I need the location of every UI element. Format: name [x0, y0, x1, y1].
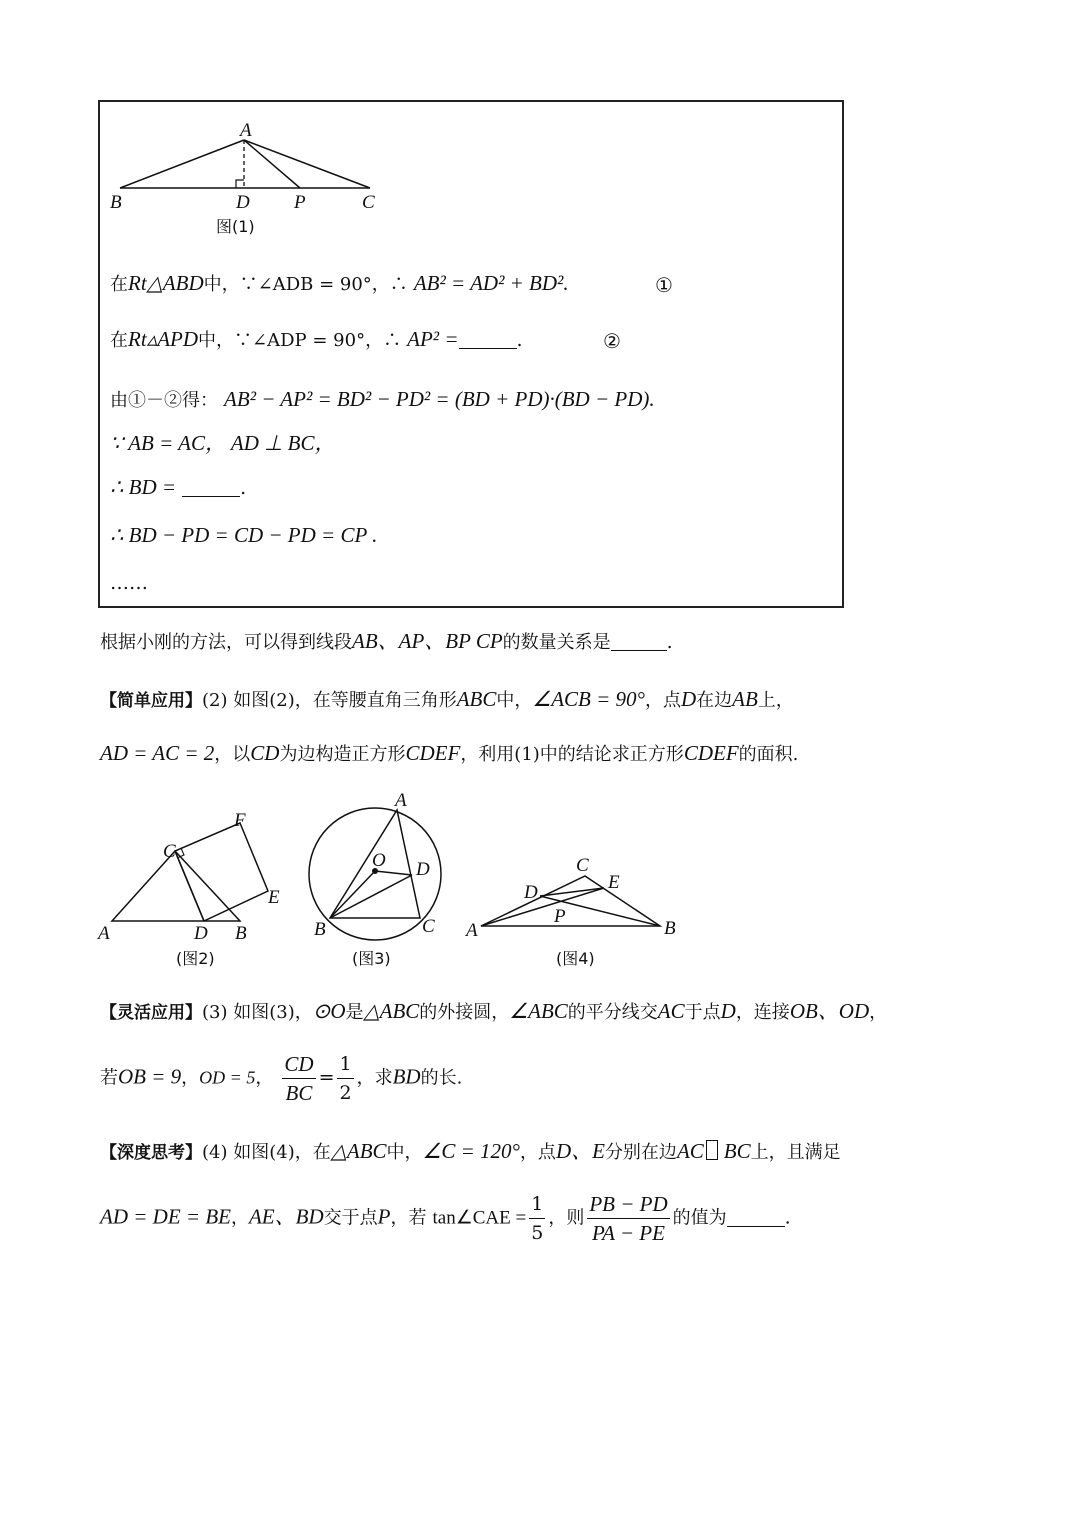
fig1-label-c: C	[362, 192, 375, 213]
fig3-label-a: A	[395, 790, 407, 811]
q3-fraction-cd-bc: $\frac{CD}{BC}$	[284, 1052, 314, 1105]
fig1-label-d: D	[236, 192, 250, 213]
q3-line-1: 【灵活应用】(3) 如图(3)，⊙O是△ABC的外接圆，∠ABC的平分线交AC于点D，连接OB、OD，	[100, 999, 888, 1023]
fig2-label-f: F	[234, 810, 246, 831]
fig3-caption: (图3)	[352, 949, 391, 968]
fig3-label-b: B	[314, 919, 326, 940]
marker-2: ②	[603, 329, 621, 353]
fig4-label-e: E	[608, 872, 620, 893]
box-line-5: ∴ BD = .	[110, 475, 247, 499]
fig4-label-b: B	[664, 918, 676, 939]
fig2-label-b: B	[235, 923, 247, 944]
fig4-label-p: P	[554, 906, 566, 927]
fig4-caption: (图4)	[556, 949, 595, 968]
fig2-label-d: D	[194, 923, 208, 944]
fig1-label-b: B	[110, 192, 122, 213]
fig4-label-a: A	[466, 920, 478, 941]
fig2-caption: (图2)	[176, 949, 215, 968]
marker-1: ①	[655, 273, 673, 297]
q2-line-2: AD = AC = 2，以CD为边构造正方形CDEF，利用(1)中的结论求正方形CDEF的面积.	[100, 741, 799, 765]
figure-4	[464, 855, 676, 968]
figure-3	[309, 790, 441, 968]
fig1-label-a: A	[240, 120, 252, 141]
fig2-label-a: A	[98, 923, 110, 944]
box-line-4: ∵ AB = AC， AD ⊥ BC，	[110, 431, 336, 455]
figures-row	[90, 780, 690, 980]
q2-line-1: 【简单应用】(2) 如图(2)，在等腰直角三角形ABC中，∠ACB = 90°，点D在边AB上，	[100, 687, 794, 711]
fig4-label-c: C	[576, 855, 589, 876]
box-line-6: ∴ BD − PD = CD − PD = CP .	[110, 523, 378, 547]
q3-line-2: 若OB = 9，OD = 5， $\frac{CD}{BC}$ = $\frac{1}{2}$ ，求BD的长.	[100, 1052, 463, 1105]
fig4-label-d: D	[524, 882, 538, 903]
box-line-3: 由①－②得： AB² − AP² = BD² − PD² = (BD + PD)·(BD − PD).	[110, 387, 655, 411]
q4-line-2: AD = DE = BE，AE、BD交于点P，若 tan∠CAE = $\frac{1}{5}$ ，则 $\frac{PB - PD}{PA - PE}$ 的值为 .	[100, 1192, 791, 1245]
box-line-1: 在Rt△ABD中，∵∠ADB = 90°，∴ AB² = AD² + BD².	[110, 271, 569, 295]
solution-box	[98, 100, 844, 608]
q4-fraction-tan: $\frac{1}{5}$	[529, 1190, 545, 1247]
q1-line: 根据小刚的方法，可以得到线段AB、AP、BP CP的数量关系是 .	[100, 629, 673, 653]
figure-1	[108, 116, 398, 236]
q3-fraction-half: $\frac{1}{2}$	[337, 1050, 353, 1107]
figure-2	[96, 810, 280, 968]
fig1-label-p: P	[294, 192, 306, 213]
fig2-label-c: C	[163, 841, 176, 862]
q4-fraction-main: $\frac{PB - PD}{PA - PE}$	[589, 1192, 668, 1245]
box-line-2: 在Rt▵APD中，∵∠ADP = 90°，∴ AP² = .	[110, 327, 523, 351]
fig3-label-o: O	[372, 850, 386, 871]
fig2-label-e: E	[268, 887, 280, 908]
q4-line-1: 【深度思考】(4) 如图(4)，在△ABC中，∠C = 120°，点D、E分别在边AC BC上，且满足	[100, 1139, 841, 1163]
box-line-7: ……	[110, 572, 148, 594]
fig3-label-d: D	[416, 859, 430, 880]
fig3-label-c: C	[422, 916, 435, 937]
fig1-caption: 图(1)	[216, 217, 255, 236]
